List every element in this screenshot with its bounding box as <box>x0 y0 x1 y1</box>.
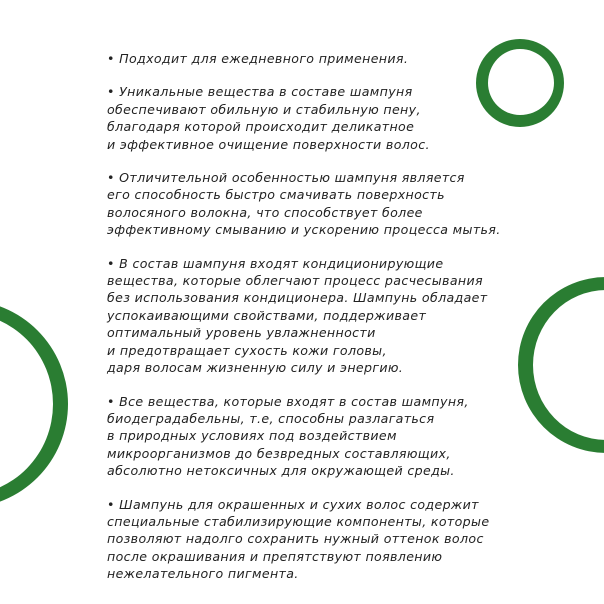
paragraph-wetting: • Отличительной особенностью шампуня является его способность быстро смачивать поверхность волосяного волокна, что способствует более эффективному смыванию и ускорению процесса мытья. <box>107 170 501 238</box>
paragraph-foam: • Уникальные вещества в составе шампуня обеспечивают обильную и стабильную пену, благодаря которой происходит деликатное и эффективное очищение поверхности волос. <box>107 84 430 152</box>
product-description <box>107 50 527 599</box>
paragraph-daily-use: • Подходит для ежедневного применения. <box>107 51 409 66</box>
paragraph-biodegradable: • Все вещества, которые входят в состав шампуня, биодеградабельны, т.е, способны разлагаться в природных условиях под воздействием микроорганизмов до безвредных составляющих, абсолютно нетоксичных для окружающей среды. <box>107 393 469 479</box>
paragraph-color-protection: • Шампунь для окрашенных и сухих волос содержит специальные стабилизирующие компоненты, которые позволяют надолго сохранить нужный оттенок волос после окрашивания и препятствуют появлению нежелательного пигмента. <box>107 496 490 582</box>
decorative-ring-left <box>0 300 68 508</box>
paragraph-conditioning: • В состав шампуня входят кондиционирующие вещества, которые облегчают процесс расчесывания без использования кондиционера. Шампунь обладает успокаивающими свойствами, поддерживает оптимальный уровень увлажненности и предотвращает сухость кожи головы, даря волосам жизненную силу и энергию. <box>107 255 488 376</box>
decorative-ring-right <box>518 277 604 453</box>
